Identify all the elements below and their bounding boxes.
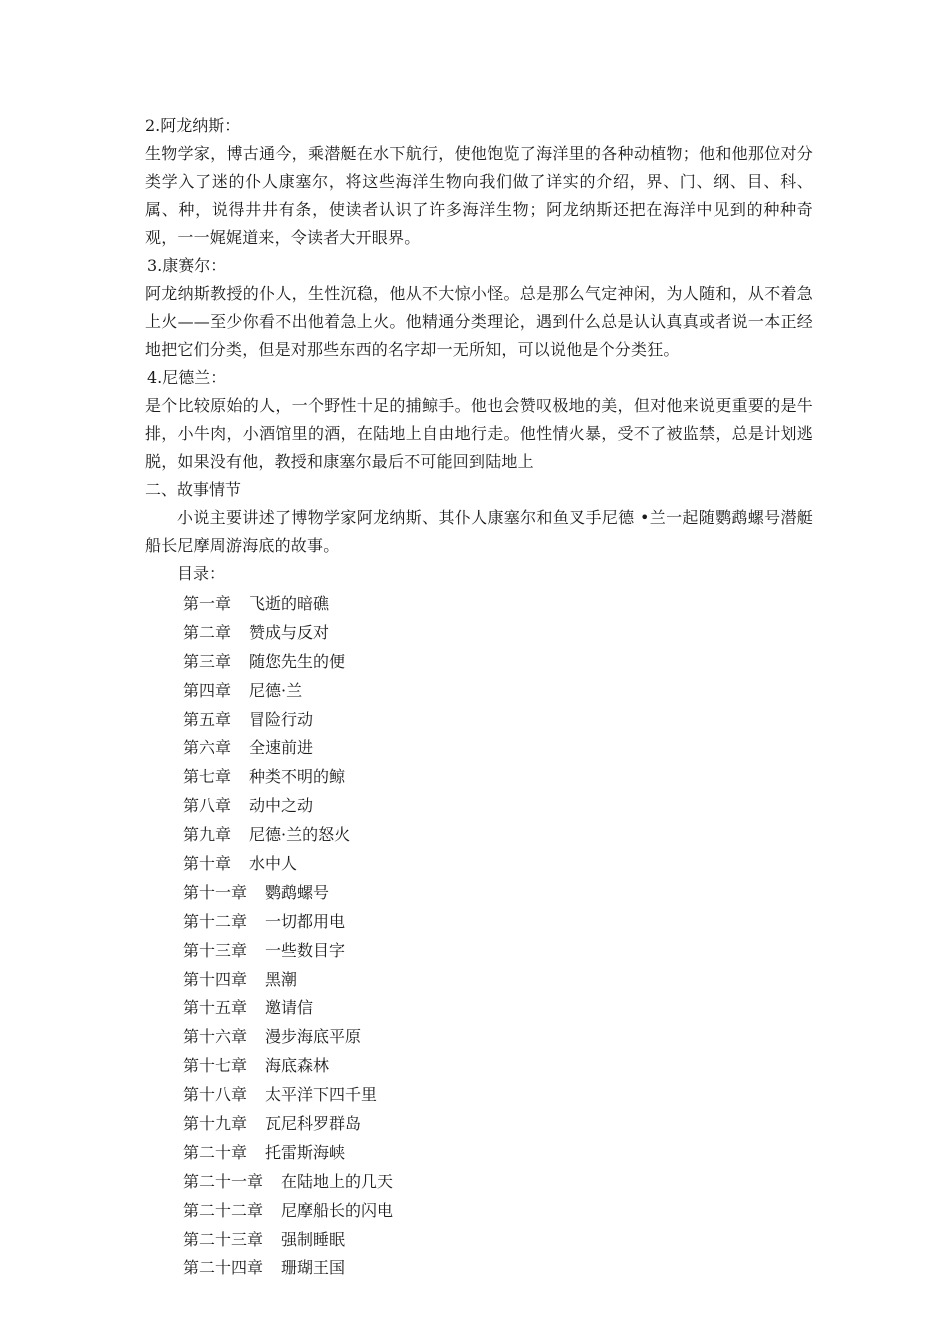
toc-item bbox=[183, 821, 813, 850]
plot-summary: 小说主要讲述了博物学家阿龙纳斯、其仆人康塞尔和鱼叉手尼德 •兰一起随鹦鹉螺号潜艇船长尼摩周游海底的故事。 bbox=[145, 508, 813, 555]
toc-item bbox=[183, 850, 813, 879]
character-description: 生物学家，博古通今，乘潜艇在水下航行，使他饱览了海洋里的各种动植物；他和他那位对分类学入了迷的仆人康塞尔，将这些海洋生物向我们做了详实的介绍，界、门、纲、目、科、属、种，说得井井有条，使读者认识了许多海洋生物；阿龙纳斯还把在海洋中见到的种种奇观，一一娓娓道来，令读者大开眼界。 bbox=[145, 144, 813, 247]
chapter-number: 第十八章 bbox=[183, 1085, 248, 1105]
table-of-contents bbox=[145, 590, 813, 1283]
chapter-title: 漫步海底平原 bbox=[265, 1027, 362, 1047]
chapter-title: 赞成与反对 bbox=[249, 622, 330, 642]
toc-item bbox=[183, 1197, 813, 1226]
chapter-title: 瓦尼科罗群岛 bbox=[265, 1114, 362, 1134]
toc-item bbox=[183, 590, 813, 619]
chapter-number: 第十六章 bbox=[183, 1027, 248, 1047]
chapter-title: 种类不明的鲸 bbox=[249, 767, 346, 787]
toc-item bbox=[183, 908, 813, 937]
chapter-number: 第八章 bbox=[183, 796, 232, 816]
toc-item bbox=[183, 619, 813, 648]
section-heading: 二、故事情节 bbox=[145, 480, 242, 499]
toc-item bbox=[183, 879, 813, 908]
chapter-title: 托雷斯海峡 bbox=[265, 1142, 346, 1162]
toc-item bbox=[183, 706, 813, 735]
character-ned-land bbox=[145, 364, 813, 476]
chapter-number: 第四章 bbox=[183, 680, 232, 700]
chapter-title: 珊瑚王国 bbox=[281, 1258, 346, 1278]
chapter-number: 第二十四章 bbox=[183, 1258, 264, 1278]
chapter-number: 第十四章 bbox=[183, 969, 248, 989]
plot-section bbox=[145, 476, 813, 1283]
character-heading: 4.尼德兰： bbox=[147, 368, 227, 387]
chapter-title: 尼德·兰 bbox=[249, 680, 303, 700]
chapter-number: 第十一章 bbox=[183, 882, 248, 902]
chapter-title: 海底森林 bbox=[265, 1056, 330, 1076]
character-aronnax bbox=[145, 112, 813, 252]
chapter-number: 第六章 bbox=[183, 738, 232, 758]
chapter-title: 一些数目字 bbox=[265, 940, 346, 960]
toc-item bbox=[183, 677, 813, 706]
character-description: 是个比较原始的人，一个野性十足的捕鲸手。他也会赞叹极地的美，但对他来说更重要的是牛排，小牛肉，小酒馆里的酒，在陆地上自由地行走。他性情火暴，受不了被监禁，总是计划逃脱，如果没有他，教授和康塞尔最后不可能回到陆地上 bbox=[145, 396, 813, 471]
chapter-number: 第十七章 bbox=[183, 1056, 248, 1076]
chapter-title: 尼德·兰的怒火 bbox=[249, 825, 351, 845]
chapter-title: 全速前进 bbox=[249, 738, 314, 758]
character-description: 阿龙纳斯教授的仆人，生性沉稳，他从不大惊小怪。总是那么气定神闲，为人随和，从不着急上火——至少你看不出他着急上火。他精通分类理论，遇到什么总是认认真真或者说一本正经地把它们分类，但是对那些东西的名字却一无所知，可以说他是个分类狂。 bbox=[145, 284, 813, 359]
chapter-number: 第二章 bbox=[183, 622, 232, 642]
toc-item bbox=[183, 1168, 813, 1197]
chapter-title: 随您先生的便 bbox=[249, 651, 346, 671]
chapter-title: 动中之动 bbox=[249, 796, 314, 816]
character-conseil bbox=[145, 252, 813, 364]
chapter-number: 第十九章 bbox=[183, 1114, 248, 1134]
chapter-number: 第三章 bbox=[183, 651, 232, 671]
chapter-number: 第五章 bbox=[183, 709, 232, 729]
chapter-title: 水中人 bbox=[249, 854, 298, 874]
chapter-number: 第二十三章 bbox=[183, 1229, 264, 1249]
chapter-number: 第九章 bbox=[183, 825, 232, 845]
toc-item bbox=[183, 1052, 813, 1081]
chapter-number: 第十五章 bbox=[183, 998, 248, 1018]
chapter-title: 飞逝的暗礁 bbox=[249, 594, 330, 613]
toc-item bbox=[183, 763, 813, 792]
toc-item bbox=[183, 1226, 813, 1255]
toc-item bbox=[183, 1023, 813, 1052]
chapter-title: 在陆地上的几天 bbox=[281, 1171, 394, 1191]
chapter-title: 尼摩船长的闪电 bbox=[281, 1200, 394, 1220]
chapter-title: 太平洋下四千里 bbox=[265, 1085, 378, 1105]
chapter-number: 第二十章 bbox=[183, 1142, 248, 1162]
chapter-title: 邀请信 bbox=[265, 998, 314, 1018]
toc-item bbox=[183, 994, 813, 1023]
toc-item bbox=[183, 937, 813, 966]
chapter-number: 第二十一章 bbox=[183, 1171, 264, 1191]
chapter-number: 第二十二章 bbox=[183, 1200, 264, 1220]
toc-title: 目录： bbox=[177, 564, 226, 583]
toc-item bbox=[183, 1254, 813, 1283]
toc-item bbox=[183, 1081, 813, 1110]
toc-item bbox=[183, 1110, 813, 1139]
chapter-title: 鹦鹉螺号 bbox=[265, 882, 330, 902]
chapter-number: 第十二章 bbox=[183, 911, 248, 931]
chapter-number: 第十章 bbox=[183, 854, 232, 874]
character-heading: 3.康赛尔： bbox=[147, 256, 227, 275]
toc-item bbox=[183, 734, 813, 763]
character-heading: 2.阿龙纳斯： bbox=[145, 116, 241, 135]
chapter-title: 强制睡眠 bbox=[281, 1229, 346, 1249]
chapter-title: 一切都用电 bbox=[265, 911, 346, 931]
toc-item bbox=[183, 1139, 813, 1168]
chapter-number: 第一章 bbox=[183, 594, 232, 613]
toc-item bbox=[183, 966, 813, 995]
toc-item bbox=[183, 648, 813, 677]
chapter-number: 第七章 bbox=[183, 767, 232, 787]
document-page bbox=[145, 112, 813, 1283]
chapter-title: 冒险行动 bbox=[249, 709, 314, 729]
chapter-title: 黑潮 bbox=[265, 969, 298, 989]
toc-item bbox=[183, 792, 813, 821]
chapter-number: 第十三章 bbox=[183, 940, 248, 960]
